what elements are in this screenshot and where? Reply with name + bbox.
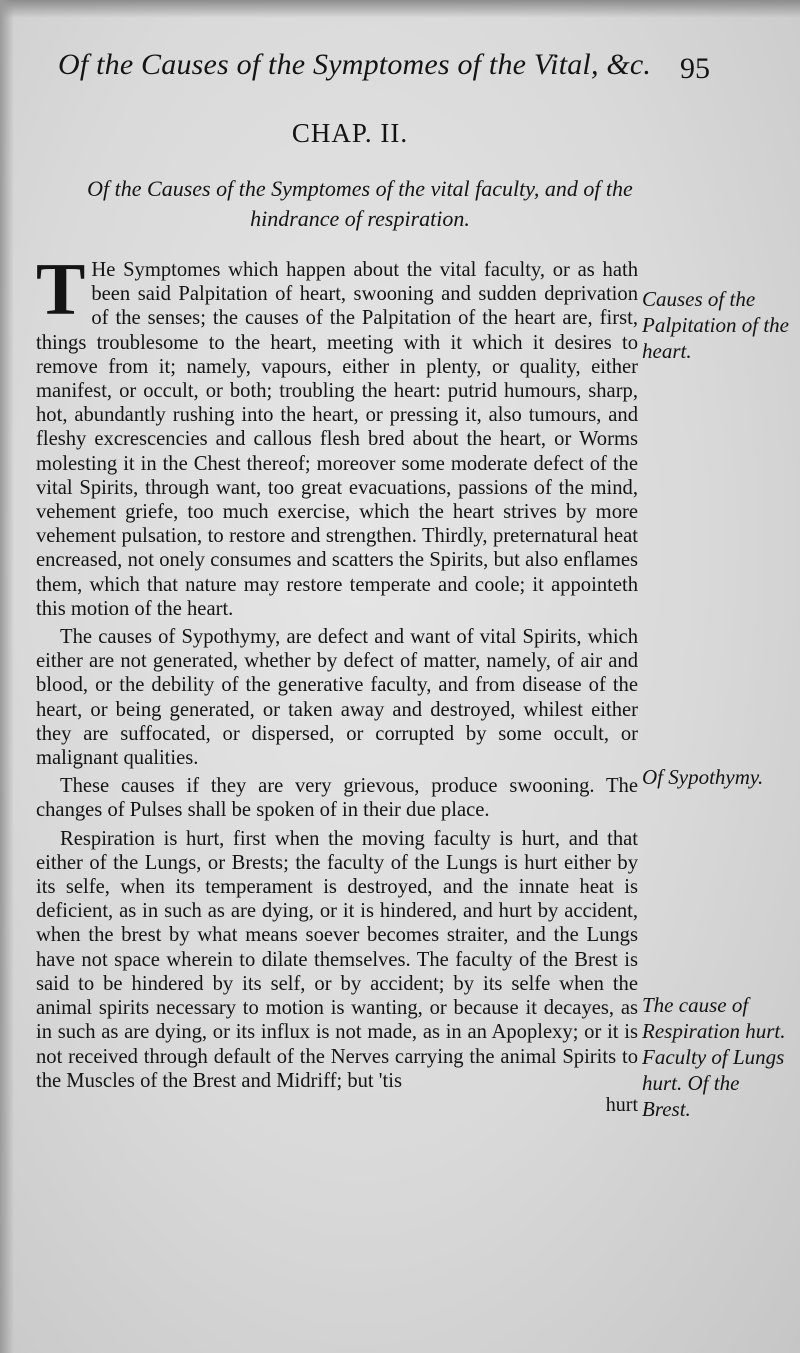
- paragraph-palpitation: [36, 249, 638, 621]
- chapter-title: CHAP. II.: [291, 118, 409, 148]
- chapter-subtitle: Of the Causes of the Symptomes of the vital faculty, and of the hindrance of respiration.: [87, 176, 633, 231]
- body-text: [36, 249, 638, 1117]
- running-head: Of the Causes of the Symptomes of the Vital, &c.: [58, 48, 652, 81]
- catchword: hurt: [605, 1093, 638, 1116]
- paragraph-respiration: Respiration is hurt, first when the moving faculty is hurt, and that either of the Lungs, or Brests; the faculty of the Lungs is hurt either by its selfe, when its temperament is destroyed, and the innate heat is deficient, as in such as are dying, or it is hindered, and hurt by accident, when the brest by what means soever becomes straiter, and the Lungs have not space wherein to dilate themselves. The faculty of the Brest is said to be hindered by its self, or by accident; by its selfe when the animal spirits necessary to motion is wanting, or because it decayes, as in such as are dying, or its influx is not made, as in an Apoplexy; or it is not received through default of the Nerves carrying the animal Spirits to the Muscles of the Brest and Midriff; but 'tis: [36, 827, 638, 1092]
- paragraph-sypothymy: The causes of Sypothymy, are defect and want of vital Spirits, which either are not generated, whether by defect of matter, namely, of air and blood, or the debility of the generative faculty, and from disease of the heart, or being generated, or taken away and destroyed, whilest either they are suffocated, or dispersed, or corrupted by some occult, or malignant qualities.: [36, 626, 638, 770]
- margin-note-sypothymy: Of Sypothymy.: [642, 765, 764, 789]
- margin-note-respiration: The cause of Respiration hurt. Faculty of Lungs hurt. Of the Brest.: [642, 993, 786, 1121]
- margin-note-palpitation: Causes of the Palpitation of the heart.: [642, 287, 789, 363]
- paragraph-text: He Symptomes which happen about the vital faculty, or as hath been said Palpitation of heart, swooning and sudden deprivation of the senses; the causes of the Palpitation of the heart are, first, things troublesome to the heart, meeting with it which it desires to remove from it; namely, vapours, either in plenty, or quality, either manifest, or occult, or both; troubling the heart: putrid humours, sharp, hot, abundantly rushing into the heart, or pressing it, also tumours, and fleshy excrescencies and callous flesh bred about the heart, or Worms molesting it in the Chest thereof; moreover some moderate defect of the vital Spirits, through want, too great evacuations, passions of the mind, vehement griefe, too much exercise, which the heart strives by more vehement pulsation, to restore and strengthen. Thirdly, preternatural heat encreased, not onely consumes and scatters the Spirits, but also enflames them, which that nature may restore temperate and coole; it appointeth this motion of the heart.: [36, 259, 638, 620]
- page-left-shadow: [0, 0, 14, 1353]
- paragraph-swooning: These causes if they are very grievous, produce swooning. The changes of Pulses shall be spoken of in their due place.: [36, 775, 638, 822]
- page-number: 95: [680, 52, 710, 85]
- page-top-shadow: [0, 0, 800, 18]
- drop-cap: T: [36, 249, 86, 331]
